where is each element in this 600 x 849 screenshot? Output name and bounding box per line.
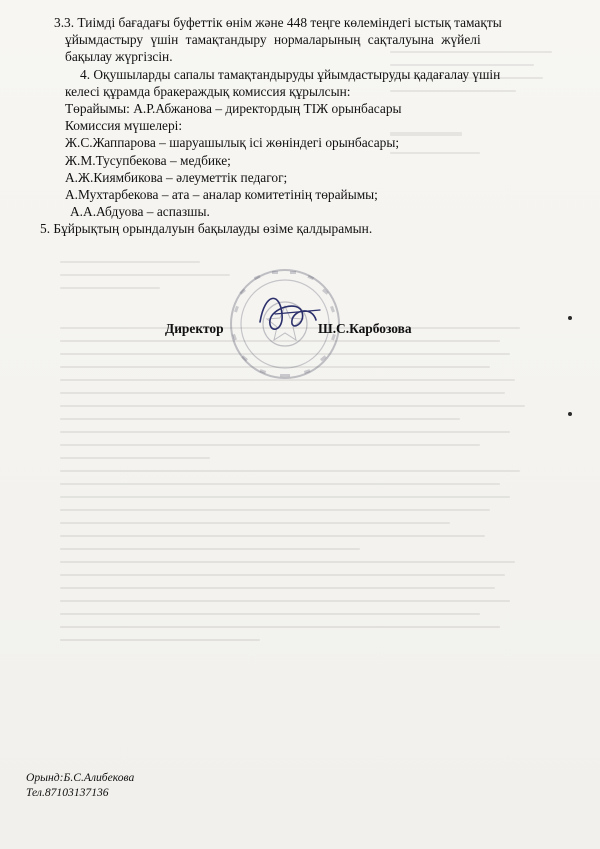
member-item: А.А.Абдуова – аспазшы.	[70, 204, 210, 220]
item-4-line1: 4. Оқушыларды сапалы тамақтандыруды ұйымдастыруды қадағалау үшін	[80, 66, 501, 82]
item-3-3-line3: бақылау жүргізсін.	[65, 49, 173, 65]
signature-title: Директор	[165, 321, 224, 336]
signature-name: Ш.С.Карбозова	[318, 321, 412, 336]
item-3-3-line1: 3.3. Тиімді бағадағы буфеттік өнім және 448 теңге көлеміндегі ыстық тамақты	[54, 15, 502, 30]
item-5: 5. Бұйрықтың орындалуын бақылауды өзіме қалдырамын.	[40, 221, 373, 237]
commission-chair: Төрайымы: А.Р.Абжанова – директордың ТІЖ орынбасары	[65, 101, 402, 117]
staple-hole	[568, 412, 572, 416]
member-item: Ж.М.Тусупбекова – медбике;	[65, 152, 231, 168]
member-item: Ж.С.Жаппарова – шаруашылық ісі жөніндегі орынбасары;	[65, 135, 400, 151]
member-item: А.Мухтарбекова – ата – аналар комитетінің төрайымы;	[65, 187, 378, 203]
members-heading: Комиссия мүшелері:	[65, 118, 183, 134]
executor-footer	[26, 770, 134, 800]
executor-name: Орынд:Б.С.Алибекова	[26, 771, 135, 784]
order-body	[40, 14, 570, 238]
executor-phone: Тел.87103137136	[26, 786, 109, 799]
staple-hole	[568, 316, 572, 320]
member-item: А.Ж.Киямбикова – әлеуметтік педагог;	[65, 169, 288, 185]
signature-block	[165, 321, 465, 341]
item-3-3-line2: ұйымдастыру үшін тамақтандыру нормаларының сақталуына жүйелі	[65, 32, 481, 48]
item-4-line2: келесі құрамда бракераждық комиссия құрылсын:	[65, 83, 351, 99]
